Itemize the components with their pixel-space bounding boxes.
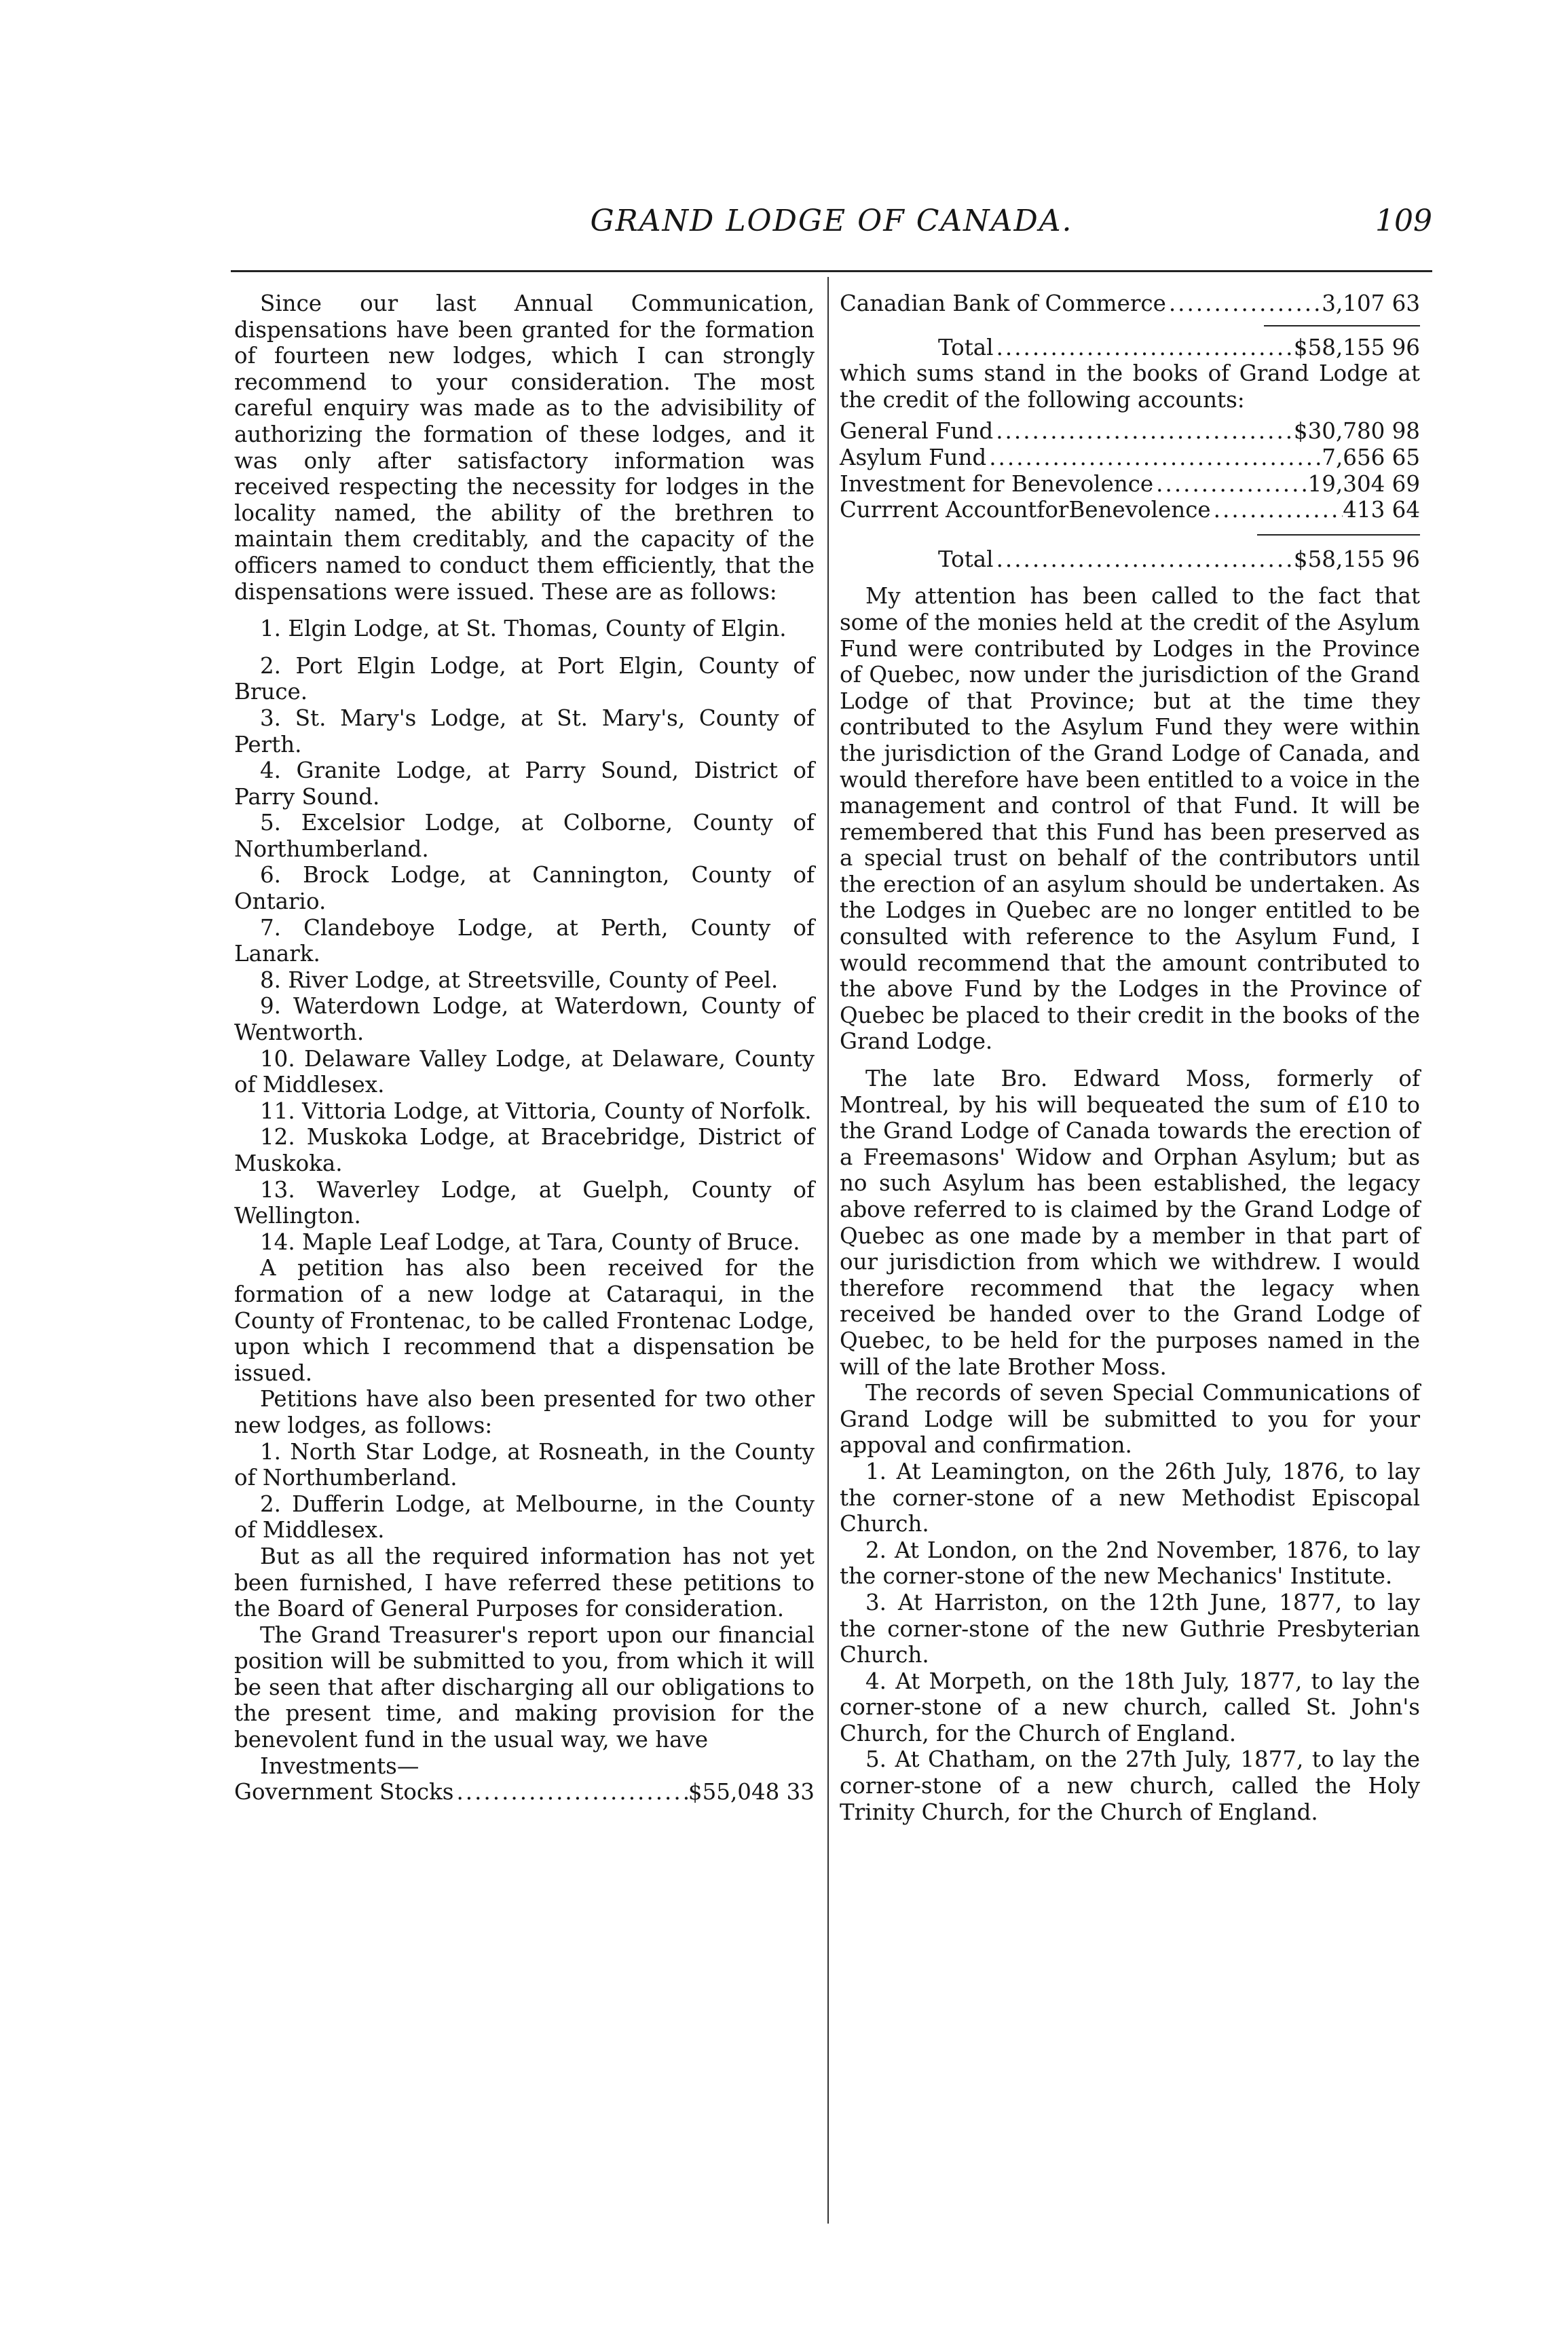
lodge-item: 2. Port Elgin Lodge, at Port Elgin, County of Bruce. <box>234 652 815 705</box>
leader-dots <box>1211 497 1343 523</box>
page-header <box>231 204 1432 246</box>
account-label: Currrent AccountforBenevolence <box>840 497 1211 523</box>
right-column <box>840 291 1420 1825</box>
petition-item: 2. Dufferin Lodge, at Melbourne, in the County of Middlesex. <box>234 1491 815 1543</box>
left-column <box>234 291 815 1805</box>
government-stocks-amount: $55,048 33 <box>688 1779 815 1805</box>
total-label: Total <box>938 334 994 360</box>
lodge-item: 7. Clandeboye Lodge, at Perth, County of Lanark. <box>234 914 815 967</box>
communications-intro: The records of seven Special Communications of Grand Lodge will be submitted to you for your appoval and confirmation. <box>840 1380 1420 1459</box>
leader-dots <box>994 546 1294 573</box>
communication-item: 2. At London, on the 2nd November, 1876, to lay the corner-stone of the new Mechanics' Institute. <box>840 1537 1420 1590</box>
bank-label: Canadian Bank of Commerce <box>840 291 1166 316</box>
header-rule <box>231 270 1432 272</box>
account-label: Asylum Fund <box>840 444 987 470</box>
lodge-item: 1. Elgin Lodge, at St. Thomas, County of Elgin. <box>260 616 787 642</box>
account-row <box>840 497 1420 523</box>
asylum-paragraph: My attention has been called to the fact that some of the monies held at the credit of the Asylum Fund were contributed by Lodges in the Province of Quebec, now under the jurisdiction of the Grand Lodge of that Province; but at the time they contributed to the Asylum Fund they were within the jurisdiction of the Grand Lodge of Canada, and would therefore have been entitled to a voice in the management and control of that Fund. It will be remembered that this Fund has been preserved as a special trust on behalf of the contributors until the erection of an asylum should be undertaken. As the Lodges in Quebec are no longer entitled to be consulted with reference to the Asylum Fund, I would recommend that the amount contributed to the above Fund by the Lodges in the Province of Quebec be placed to their credit in the books of the Grand Lodge. <box>840 583 1420 1055</box>
accounts-total-label: Total <box>938 546 994 572</box>
account-amount: 19,304 69 <box>1307 470 1420 497</box>
lodge-item: 14. Maple Leaf Lodge, at Tara, County of Bruce. <box>260 1229 800 1255</box>
lodge-item: 6. Brock Lodge, at Cannington, County of Ontario. <box>234 862 815 915</box>
account-row <box>840 418 1420 445</box>
lodge-item: 11. Vittoria Lodge, at Vittoria, County of Norfolk. <box>260 1098 812 1124</box>
leader-dots <box>993 418 1294 445</box>
lodge-item: 10. Delaware Valley Lodge, at Delaware, County of Middlesex. <box>234 1045 815 1098</box>
lodge-item: 9. Waterdown Lodge, at Waterdown, County of Wentworth. <box>234 993 815 1046</box>
running-title: GRAND LODGE OF CANADA. <box>590 204 1073 238</box>
communication-item: 3. At Harriston, on the 12th June, 1877, to lay the corner-stone of the new Guthrie Presbyterian Church. <box>840 1589 1420 1668</box>
account-label: General Fund <box>840 418 994 445</box>
investments-label: Investments— <box>260 1753 419 1779</box>
bank-amount: 3,107 63 <box>1322 291 1420 316</box>
petition-item: 1. North Star Lodge, at Rosneath, in the County of Northumberland. <box>234 1438 815 1491</box>
leader-dots <box>453 1779 688 1805</box>
petition-cataraqui-paragraph: A petition has also been received for the formation of a new lodge at Cataraqui, in the County of Frontenac, to be called Frontenac Lodge, upon which I recommend that a dispensation be issued. <box>234 1255 815 1386</box>
treasurer-paragraph: The Grand Treasurer's report upon our financial position will be submitted to you, from which it will be seen that after discharging all our obligations to the present time, and making provision for the benevolent fund in the usual way, we have <box>234 1622 815 1753</box>
total-row <box>840 335 1420 361</box>
lodge-item: 12. Muskoka Lodge, at Bracebridge, District of Muskoka. <box>234 1124 815 1176</box>
account-row <box>840 445 1420 471</box>
communication-item: 4. At Morpeth, on the 18th July, 1877, to lay the corner-stone of a new church, called St. John's Church, for the Church of England. <box>840 1668 1420 1746</box>
page-number: 109 <box>1375 204 1432 238</box>
account-amount: 413 64 <box>1343 497 1420 523</box>
account-label: Investment for Benevolence <box>840 470 1154 497</box>
intro-paragraph: Since our last Annual Communication, dispensations have been granted for the formation of fourteen new lodges, which I can strongly recommend to your consideration. The most careful enquiry was made as to the advisibility of authorizing the formation of these lodges, and it was only after satisfactory information was received respecting the necessity for lodges in the locality named, the ability of the brethren to maintain them creditably, and the capacity of the officers named to conduct them efficiently, that the dispensations were issued. These are as follows: <box>234 291 815 605</box>
leader-dots <box>1153 471 1307 498</box>
sum-rule <box>1257 534 1420 536</box>
lodge-item: 13. Waverley Lodge, at Guelph, County of Wellington. <box>234 1176 815 1229</box>
bank-row <box>840 291 1420 317</box>
leader-dots <box>986 445 1322 471</box>
account-row <box>840 471 1420 498</box>
accounts-intro: which sums stand in the books of Grand Lodge at the credit of the following accounts: <box>840 360 1420 413</box>
moss-paragraph: The late Bro. Edward Moss, formerly of Montreal, by his will bequeated the sum of £10 to the Grand Lodge of Canada towards the erection of a Freemasons' Widow and Orphan Asylum; but as no such Asylum has been established, the legacy above referred to is claimed by the Grand Lodge of Quebec as one made by a member in that part of our jurisdiction from which we withdrew. I would therefore recommend that the legacy when received be handed over to the Grand Lodge of Quebec, to be held for the purposes named in the will of the late Brother Moss. <box>840 1066 1420 1380</box>
communication-item: 5. At Chatham, on the 27th July, 1877, to lay the corner-stone of a new church, called the Holy Trinity Church, for the Church of England. <box>840 1746 1420 1825</box>
communication-item: 1. At Leamington, on the 26th July, 1876, to lay the corner-stone of a new Methodist Episcopal Church. <box>840 1458 1420 1537</box>
petitions-intro: Petitions have also been presented for two other new lodges, as follows: <box>234 1386 815 1438</box>
account-amount: 7,656 65 <box>1322 444 1420 470</box>
column-divider <box>827 277 829 2224</box>
total-amount: $58,155 96 <box>1293 334 1420 360</box>
lodge-item: 8. River Lodge, at Streetsville, County of Peel. <box>260 967 779 993</box>
accounts-total-row <box>840 546 1420 573</box>
government-stocks-label: Government Stocks <box>234 1779 454 1805</box>
leader-dots <box>994 335 1294 361</box>
government-stocks-row <box>234 1779 815 1805</box>
account-amount: $30,780 98 <box>1293 418 1420 445</box>
leader-dots <box>1166 291 1322 317</box>
lodge-item: 5. Excelsior Lodge, at Colborne, County of Northumberland. <box>234 810 815 862</box>
lodge-item: 4. Granite Lodge, at Parry Sound, District of Parry Sound. <box>234 757 815 810</box>
lodge-item: 3. St. Mary's Lodge, at St. Mary's, County of Perth. <box>234 705 815 757</box>
petitions-note: But as all the required information has not yet been furnished, I have referred these petitions to the Board of General Purposes for consideration. <box>234 1543 815 1622</box>
sum-rule <box>1264 325 1420 326</box>
accounts-total-amount: $58,155 96 <box>1293 546 1420 572</box>
